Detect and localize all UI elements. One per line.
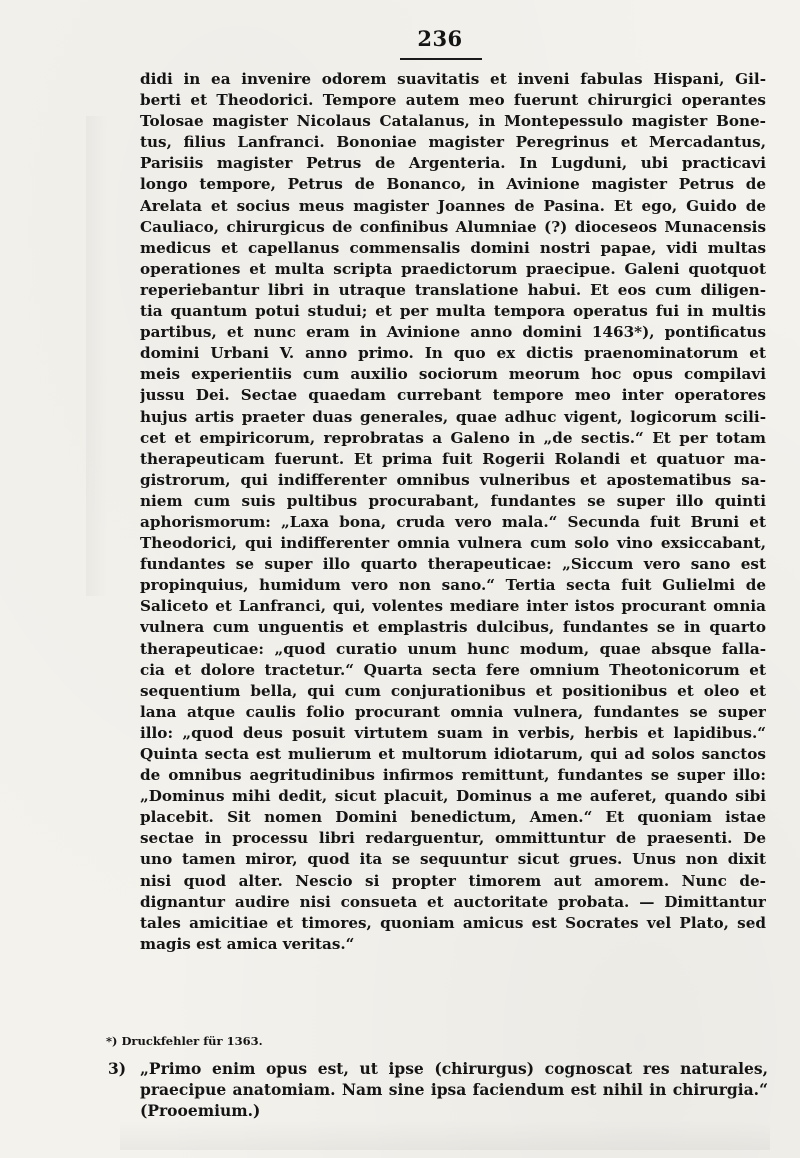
text-line: fundantes se super illo quarto therapeuticae: „Siccum vero sano est	[140, 555, 766, 574]
text-line: medicus et capellanus commensalis domini nostri papae, vidi multas	[140, 238, 766, 257]
text-line: de omnibus aegritudinibus infirmos remittunt, fundantes se super illo:	[140, 766, 766, 785]
text-line: „Dominus mihi dedit, sicut placuit, Dominus a me auferet, quando sibi	[140, 787, 766, 806]
text-line: aphorismorum: „Laxa bona, cruda vero mala.“ Secunda fuit Bruni et	[140, 512, 766, 531]
text-line: didi in ea invenire odorem suavitatis et inveni fabulas Hispani, Gil-	[140, 70, 766, 88]
endnote-number: 3)	[108, 1059, 127, 1078]
text-line: (Prooemium.)	[140, 1101, 261, 1120]
text-line: Arelata et socius meus magister Joannes de Pasina. Et ego, Guido de	[140, 196, 766, 215]
text-line: dignantur audire nisi consueta et auctoritate probata. — Dimittantur	[140, 892, 766, 911]
text-line: sequentium bella, qui cum conjurationibus et positionibus et oleo et	[140, 681, 766, 700]
text-line: lana atque caulis folio procurant omnia vulnera, fundantes se super	[140, 702, 766, 721]
text-line: gistrorum, qui indifferenter omnibus vulneribus et apostematibus sa-	[140, 470, 766, 489]
text-line: operationes et multa scripta praedictorum praecipue. Galeni quotquot	[140, 259, 766, 278]
text-line: Tolosae magister Nicolaus Catalanus, in Montepessulo magister Bone-	[140, 112, 766, 131]
text-line: tales amicitiae et timores, quoniam amicus est Socrates vel Plato, sed	[140, 913, 766, 932]
body-text	[140, 69, 766, 955]
text-line: Theodorici, qui indifferenter omnia vulnera cum solo vino exsiccabant,	[140, 534, 766, 553]
text-line: „Primo enim opus est, ut ipse (chirurgus) cognoscat res naturales,	[140, 1059, 768, 1078]
text-line: hujus artis praeter duas generales, quae adhuc vigent, logicorum scili-	[140, 407, 766, 426]
text-line: therapeuticae: „quod curatio unum hunc modum, quae absque falla-	[140, 639, 766, 658]
text-line: sectae in processu libri redarguentur, ommittuntur de praesenti. De	[140, 829, 766, 848]
text-line: meis experientiis cum auxilio sociorum meorum hoc opus compilavi	[140, 365, 766, 384]
page-number: 236	[417, 26, 463, 51]
text-line: nisi quod alter. Nescio si propter timorem aut amorem. Nunc de-	[140, 871, 766, 890]
text-line: domini Urbani V. anno primo. In quo ex dictis praenominatorum et	[140, 344, 766, 363]
page-number-rule	[400, 58, 482, 60]
text-line: propinquius, humidum vero non sano.“ Tertia secta fuit Gulielmi de	[140, 576, 766, 595]
endnote-text	[140, 1058, 768, 1121]
text-line: longo tempore, Petrus de Bonanco, in Avinione magister Petrus de	[140, 175, 766, 194]
text-line: illo: „quod deus posuit virtutem suam in verbis, herbis et lapidibus.“	[140, 723, 766, 742]
text-line: therapeuticam fuerunt. Et prima fuit Rogerii Rolandi et quatuor ma-	[140, 449, 766, 468]
text-line: praecipue anatomiam. Nam sine ipsa faciendum est nihil in chirurgia.“	[140, 1080, 768, 1099]
text-line: uno tamen miror, quod ita se sequuntur sicut grues. Unus non dixit	[140, 850, 766, 869]
text-line: reperiebantur libri in utraque translatione habui. Et eos cum diligen-	[140, 280, 766, 299]
text-line: tia quantum potui studui; et per multa tempora operatus fui in multis	[140, 302, 766, 321]
text-line: berti et Theodorici. Tempore autem meo fuerunt chirurgici operantes	[140, 91, 766, 110]
text-line: vulnera cum unguentis et emplastris dulcibus, fundantes se in quarto	[140, 618, 766, 637]
text-line: Parisiis magister Petrus de Argenteria. In Lugduni, ubi practicavi	[140, 154, 766, 173]
text-line: cia et dolore tractetur.“ Quarta secta fere omnium Theotonicorum et	[140, 660, 766, 679]
text-line: tus, filius Lanfranci. Bononiae magister Peregrinus et Mercadantus,	[140, 133, 766, 152]
page-shadow	[86, 116, 108, 596]
footnote: *) Druckfehler für 1363.	[106, 1034, 263, 1048]
text-line: magis est amica veritas.“	[140, 934, 355, 953]
text-line: Quinta secta est mulierum et multorum idiotarum, qui ad solos sanctos	[140, 745, 766, 763]
text-line: partibus, et nunc eram in Avinione anno domini 1463*), pontificatus	[140, 323, 766, 342]
text-line: Cauliaco, chirurgicus de confinibus Alumniae (?) dioceseos Munacensis	[140, 217, 766, 236]
page-shadow-bottom	[120, 1120, 770, 1150]
text-line: placebit. Sit nomen Domini benedictum, Amen.“ Et quoniam istae	[140, 808, 766, 827]
text-line: jussu Dei. Sectae quaedam currebant tempore meo inter operatores	[140, 386, 766, 405]
text-line: niem cum suis pultibus procurabant, fundantes se super illo quinti	[140, 491, 766, 510]
text-line: cet et empiricorum, reprobratas a Galeno in „de sectis.“ Et per totam	[140, 428, 766, 447]
text-line: Saliceto et Lanfranci, qui, volentes mediare inter istos procurant omnia	[140, 597, 766, 616]
